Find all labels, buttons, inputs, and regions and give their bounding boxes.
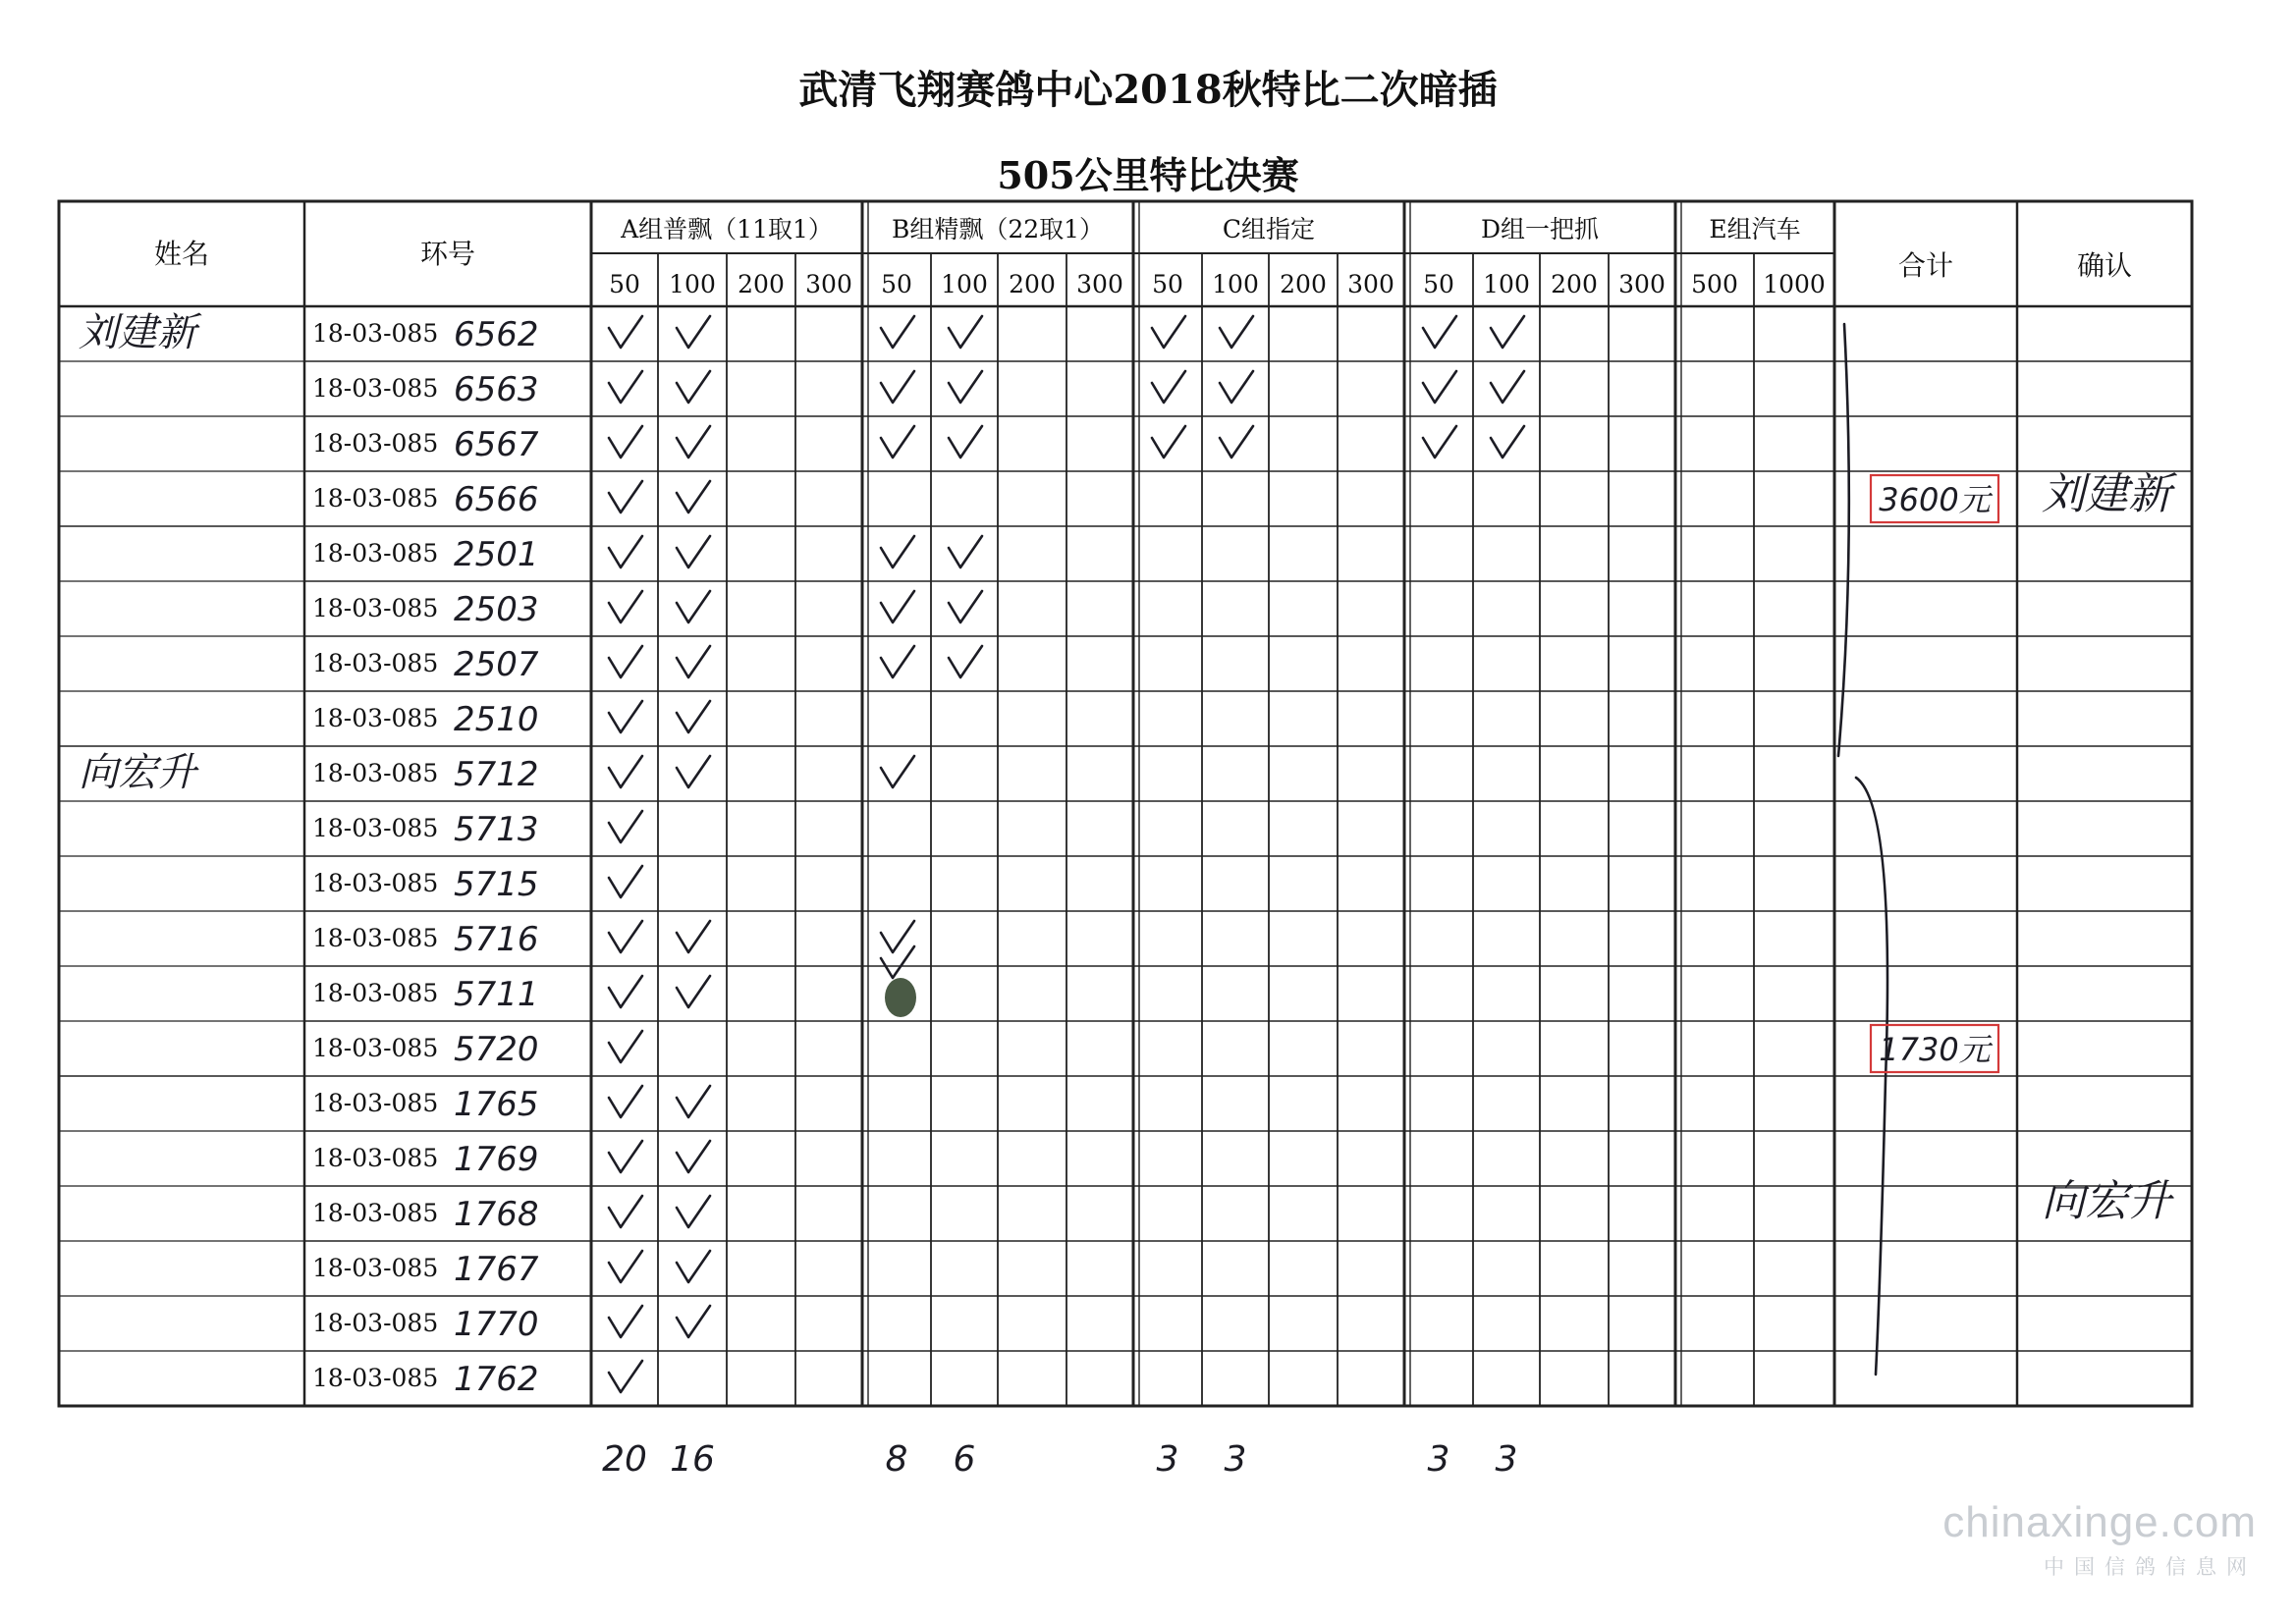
header-amount: 300: [805, 270, 852, 298]
header-amount: 500: [1691, 270, 1738, 298]
ring-suffix: 1765: [454, 1085, 539, 1124]
ring-prefix: 18-03-085: [312, 979, 439, 1007]
check-mark: [1423, 426, 1456, 458]
check-mark: [881, 646, 914, 677]
check-mark: [609, 1361, 642, 1392]
check-mark: [1423, 371, 1456, 403]
header-amount: 1000: [1763, 270, 1826, 298]
check-mark: [881, 756, 914, 787]
check-mark: [609, 921, 642, 952]
ring-prefix: 18-03-085: [312, 484, 439, 512]
header-group-label: D组一把抓: [1480, 215, 1600, 243]
ring-prefix: 18-03-085: [312, 1309, 439, 1337]
check-mark: [1152, 371, 1185, 403]
check-mark: [1491, 316, 1524, 348]
check-mark: [677, 701, 710, 732]
ring-suffix: 1769: [454, 1140, 539, 1179]
header-amount: 300: [1347, 270, 1394, 298]
ring-prefix: 18-03-085: [312, 319, 439, 348]
header-amount: 100: [669, 270, 716, 298]
check-mark: [1220, 316, 1253, 348]
header-ring: 环号: [419, 238, 476, 270]
ring-prefix: 18-03-085: [312, 649, 439, 677]
check-mark: [677, 316, 710, 348]
check-mark: [949, 316, 982, 348]
header-confirm: 确认: [2076, 249, 2133, 282]
ring-suffix: 1768: [454, 1195, 539, 1234]
ring-suffix: 5713: [454, 810, 539, 849]
header-amount: 50: [1423, 270, 1454, 298]
check-mark: [609, 1196, 642, 1227]
check-mark: [677, 1086, 710, 1117]
check-mark: [609, 481, 642, 512]
header-group-label: E组汽车: [1709, 215, 1801, 243]
check-mark: [881, 946, 914, 978]
column-count: 16: [670, 1439, 715, 1480]
check-mark: [609, 976, 642, 1007]
confirm-signature: 向宏升: [2042, 1176, 2171, 1226]
check-mark: [881, 536, 914, 567]
ring-prefix: 18-03-085: [312, 429, 439, 458]
ring-prefix: 18-03-085: [312, 594, 439, 622]
header-amount: 300: [1076, 270, 1123, 298]
header-amount: 100: [1212, 270, 1259, 298]
check-mark: [609, 1141, 642, 1172]
check-mark: [609, 1306, 642, 1337]
header-amount: 200: [1009, 270, 1056, 298]
check-mark: [677, 591, 710, 622]
ring-suffix: 6567: [454, 425, 539, 464]
check-mark: [881, 591, 914, 622]
ring-prefix: 18-03-085: [312, 1364, 439, 1392]
check-mark: [1423, 316, 1456, 348]
header-amount: 50: [609, 270, 640, 298]
check-mark: [609, 1031, 642, 1062]
check-mark: [881, 921, 914, 952]
check-mark: [609, 1086, 642, 1117]
check-mark: [609, 1251, 642, 1282]
check-mark: [949, 646, 982, 677]
ring-prefix: 18-03-085: [312, 704, 439, 732]
check-mark: [881, 426, 914, 458]
check-mark: [677, 1141, 710, 1172]
ring-prefix: 18-03-085: [312, 759, 439, 787]
check-mark: [609, 646, 642, 677]
ring-prefix: 18-03-085: [312, 539, 439, 567]
ring-suffix: 5720: [454, 1030, 539, 1069]
ring-suffix: 2510: [454, 700, 539, 739]
ring-prefix: 18-03-085: [312, 1089, 439, 1117]
ring-suffix: 2507: [454, 645, 539, 684]
header-amount: 200: [1551, 270, 1598, 298]
ring-prefix: 18-03-085: [312, 1254, 439, 1282]
check-mark: [1152, 316, 1185, 348]
ring-suffix: 2501: [454, 535, 539, 574]
check-mark: [881, 371, 914, 403]
check-mark: [677, 756, 710, 787]
column-count: 3: [1156, 1439, 1179, 1480]
check-mark: [1491, 371, 1524, 403]
ring-suffix: 6566: [454, 480, 539, 519]
check-mark: [949, 591, 982, 622]
total-amount: 3600元: [1879, 481, 1991, 518]
check-mark: [677, 371, 710, 403]
player-name: 刘建新: [79, 310, 196, 355]
header-amount: 100: [1483, 270, 1530, 298]
player-name: 向宏升: [79, 750, 196, 795]
ink-blot: [885, 978, 916, 1017]
check-mark: [609, 426, 642, 458]
check-mark: [677, 1196, 710, 1227]
watermark-tagline: 中国信鸽信息网: [2044, 1556, 2257, 1579]
check-mark: [609, 756, 642, 787]
column-count: 8: [885, 1439, 908, 1480]
ring-suffix: 2503: [454, 590, 539, 629]
ring-suffix: 5711: [454, 975, 539, 1014]
header-amount: 200: [738, 270, 785, 298]
check-mark: [1491, 426, 1524, 458]
column-count: 20: [602, 1439, 647, 1480]
check-mark: [677, 646, 710, 677]
check-mark: [881, 316, 914, 348]
check-mark: [677, 1306, 710, 1337]
ring-suffix: 6563: [454, 370, 539, 409]
check-mark: [1220, 426, 1253, 458]
check-mark: [609, 591, 642, 622]
header-total: 合计: [1897, 249, 1954, 282]
check-mark: [949, 536, 982, 567]
header-amount: 300: [1618, 270, 1666, 298]
check-mark: [609, 701, 642, 732]
header-group-label: A组普飘（11取1）: [621, 215, 833, 243]
ring-prefix: 18-03-085: [312, 1199, 439, 1227]
ring-prefix: 18-03-085: [312, 924, 439, 952]
header-amount: 50: [1152, 270, 1183, 298]
ring-prefix: 18-03-085: [312, 1034, 439, 1062]
column-count: 3: [1224, 1439, 1247, 1480]
ring-suffix: 6562: [454, 315, 539, 354]
check-mark: [677, 976, 710, 1007]
header-amount: 50: [881, 270, 912, 298]
ring-suffix: 5712: [454, 755, 539, 794]
header-group-label: C组指定: [1222, 215, 1316, 243]
check-mark: [609, 316, 642, 348]
ring-suffix: 1767: [454, 1250, 539, 1289]
ring-suffix: 1762: [454, 1360, 539, 1399]
header-amount: 100: [941, 270, 988, 298]
check-mark: [609, 371, 642, 403]
ring-suffix: 5715: [454, 865, 539, 904]
confirm-signature: 刘建新: [2042, 469, 2171, 519]
column-count: 3: [1495, 1439, 1518, 1480]
ring-suffix: 1770: [454, 1305, 539, 1344]
header-amount: 200: [1280, 270, 1327, 298]
check-mark: [1220, 371, 1253, 403]
ring-prefix: 18-03-085: [312, 869, 439, 897]
column-count: 6: [953, 1439, 976, 1480]
check-mark: [677, 921, 710, 952]
page-subtitle: 505公里特比决赛: [997, 153, 1299, 197]
ring-prefix: 18-03-085: [312, 1144, 439, 1172]
check-mark: [677, 536, 710, 567]
check-mark: [677, 1251, 710, 1282]
check-mark: [609, 866, 642, 897]
column-count: 3: [1427, 1439, 1450, 1480]
header-group-label: B组精飘（22取1）: [891, 215, 1105, 243]
ring-prefix: 18-03-085: [312, 814, 439, 842]
check-mark: [677, 481, 710, 512]
check-mark: [609, 811, 642, 842]
check-mark: [1152, 426, 1185, 458]
check-mark: [677, 426, 710, 458]
ring-prefix: 18-03-085: [312, 374, 439, 403]
check-mark: [949, 426, 982, 458]
watermark-site: chinaxinge.com: [1942, 1498, 2257, 1546]
check-mark: [949, 371, 982, 403]
header-name: 姓名: [153, 238, 210, 270]
page-title: 武清飞翔赛鸽中心2018秋特比二次暗插: [798, 67, 1498, 113]
check-mark: [609, 536, 642, 567]
ring-suffix: 5716: [454, 920, 539, 959]
total-amount: 1730元: [1879, 1031, 1991, 1068]
